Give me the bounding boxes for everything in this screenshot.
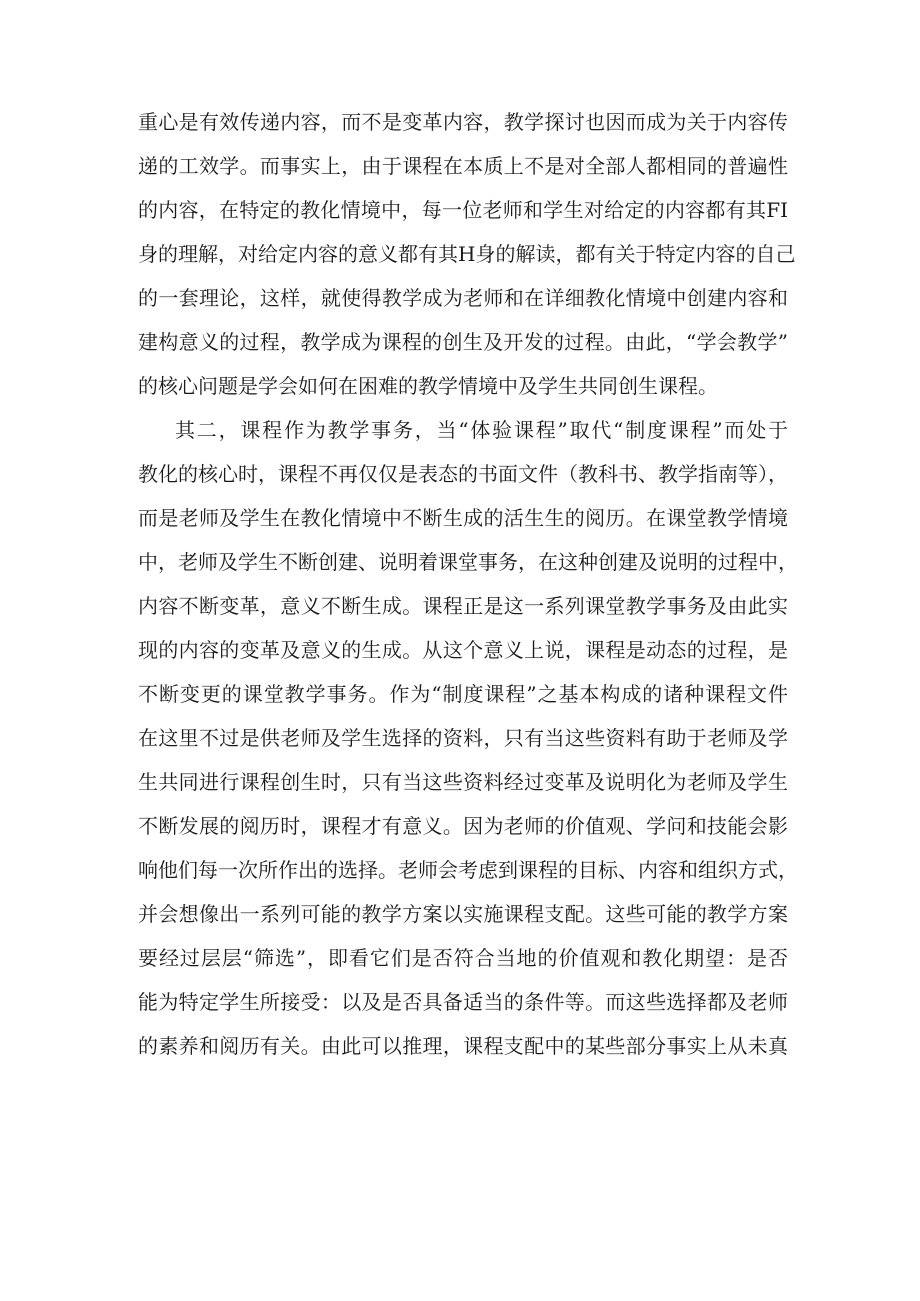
text-line: 要经过层层“筛选”，即看它们是否符合当地的价值观和教化期望：是否 bbox=[138, 946, 788, 970]
text-line: 不断发展的阅历时，课程才有意义。因为老师的价值观、学问和技能会影 bbox=[138, 814, 788, 838]
text-line: 建构意义的过程，教学成为课程的创生及开发的过程。由此，“学会教学” bbox=[138, 330, 788, 354]
text-line: 并会想像出一系列可能的教学方案以实施课程支配。这些可能的教学方案 bbox=[138, 902, 788, 926]
text-line: 的内容，在特定的教化情境中，每一位老师和学生对给定的内容都有其FI bbox=[138, 198, 788, 222]
text-line: 能为特定学生所接受：以及是否具备适当的条件等。而这些选择都及老师 bbox=[138, 990, 788, 1014]
text-line: 中，老师及学生不断创建、说明着课堂事务，在这种创建及说明的过程中， bbox=[138, 550, 798, 574]
text-line: 身的理解，对给定内容的意义都有其H身的解读，都有关于特定内容的自己 bbox=[138, 242, 796, 266]
text-line: 内容不断变革，意义不断生成。课程正是这一系列课堂教学事务及由此实 bbox=[138, 594, 788, 618]
text-line: 不断变更的课堂教学事务。作为“制度课程”之基本构成的诸种课程文件 bbox=[138, 682, 788, 706]
text-line: 的一套理论，这样，就使得教学成为老师和在详细教化情境中创建内容和 bbox=[138, 286, 788, 310]
text-line: 生共同进行课程创生时，只有当这些资料经过变革及说明化为老师及学生 bbox=[138, 770, 788, 794]
text-line: 而是老师及学生在教化情境中不断生成的活生生的阅历。在课堂教学情境 bbox=[138, 506, 788, 530]
paragraph-start-line: 其二，课程作为教学事务，当“体验课程”取代“制度课程”而处于 bbox=[175, 418, 788, 442]
text-line: 递的工效学。而事实上，由于课程在本质上不是对全部人都相同的普遍性 bbox=[138, 154, 788, 178]
text-line: 响他们每一次所作出的选择。老师会考虑到课程的目标、内容和组织方式， bbox=[138, 858, 798, 882]
text-line: 的素养和阅历有关。由此可以推理，课程支配中的某些部分事实上从未真 bbox=[138, 1034, 788, 1058]
text-line: 现的内容的变革及意义的生成。从这个意义上说，课程是动态的过程，是 bbox=[138, 638, 788, 662]
text-line: 的核心问题是学会如何在困难的教学情境中及学生共同创生课程。 bbox=[138, 374, 718, 398]
text-line: 重心是有效传递内容，而不是变革内容，教学探讨也因而成为关于内容传 bbox=[138, 110, 788, 134]
text-line: 教化的核心时，课程不再仅仅是表态的书面文件（教科书、教学指南等）， bbox=[138, 462, 788, 486]
body-text bbox=[138, 100, 798, 1068]
text-line: 在这里不过是供老师及学生选择的资料，只有当这些资料有助于老师及学 bbox=[138, 726, 788, 750]
